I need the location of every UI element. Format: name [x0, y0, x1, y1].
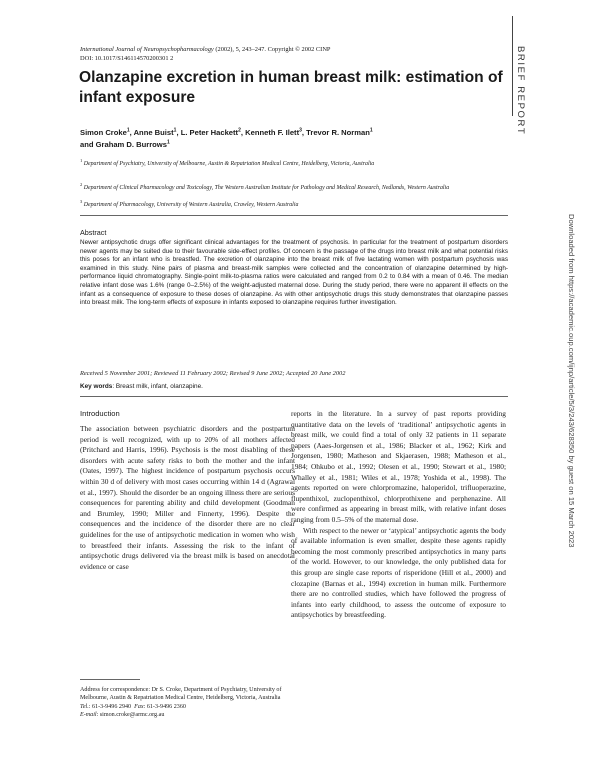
- introduction-heading: Introduction: [80, 409, 120, 418]
- keywords-list: : Breast milk, infant, olanzapine.: [112, 383, 203, 390]
- journal-name: International Journal of Neuropsychopharmacology: [80, 46, 214, 53]
- download-notice: Downloaded from https://academic.oup.com/ijnp/article/5/3/243/628350 by guest on 15 March 2023: [567, 214, 576, 548]
- fax-number: : 61-3-9496 2360: [143, 703, 186, 710]
- intro-paragraph-2: reports in the literature. In a survey of past reports providing quantitative data on the levels of ‘traditional’ antipsychotic agents in breast milk, we could find a total of only 32 patients in 11 separate papers (Aaes-Jorgensen et al., 1986; Blacker et al., 1962; Kirk and Jorgensen, 1980; Matheson and Skjaerasen, 1988; Matheson et al., 1984; Ohkubo et al., 1992; Olesen et al., 1990; Stewart et al., 1980; Whalley et al., 1981; Wiles et al., 1978; Yoshida et al., 1998). The agents reported on were chlorpromazine, haloperidol, trifluoperazine, flupenthixol, zuclopenthixol, chlorprothixene and perphenazine. All were confirmed as appearing in breast milk, with relative infant doses ranging from 0.5–5% of the maternal dose.: [291, 409, 506, 524]
- affiliation-2: [80, 181, 500, 192]
- author-affiliation-mark: 3: [299, 127, 302, 133]
- author: [134, 128, 181, 137]
- author-affiliation-mark: 2: [238, 127, 241, 133]
- tel-number: : 61-3-9496 2940: [88, 703, 132, 710]
- fax-label: Fax: [134, 703, 144, 710]
- author: [80, 128, 134, 137]
- correspondence-address: Address for correspondence: Dr S. Croke, Department of Psychiatry, University of Melbourne, Austin & Repatriation Medical Centre, Heidelberg, Victoria, Australia: [80, 687, 282, 702]
- affiliation-number: 2: [80, 182, 83, 187]
- author-name: L. Peter Hackett: [180, 127, 239, 137]
- author-separator: ,: [240, 127, 246, 137]
- divider: [80, 396, 508, 397]
- affiliation-text: Department of Psychiatry, University of Melbourne, Austin & Repatriation Medical Centre, Heidelberg, Victoria, Australia: [83, 160, 375, 167]
- keywords-label: Key words: [80, 383, 113, 390]
- received-dates: Received 5 November 2001; Reviewed 11 February 2002; Revised 9 June 2002; Accepted 20 June 2002: [80, 370, 346, 377]
- journal-citation: [80, 46, 330, 54]
- author-affiliation-mark: 1: [126, 127, 130, 133]
- author-name: Simon Croke: [80, 127, 127, 137]
- affiliation-text: Department of Clinical Pharmacology and Toxicology, The Western Australian Institute for Pathology and Medical Research, Nedlands, Western Australia: [83, 184, 450, 191]
- affiliation-number: 3: [80, 199, 83, 204]
- author-name: Kenneth F. Ilett: [245, 127, 300, 137]
- correspondence-phone: [80, 703, 295, 711]
- keywords: [80, 383, 508, 390]
- author: [306, 128, 373, 137]
- article-title: Olanzapine excretion in human breast milk: estimation of infant exposure: [79, 69, 503, 106]
- author: [80, 140, 170, 149]
- body-column-right: [291, 409, 506, 621]
- author-name: Trevor R. Norman: [306, 127, 370, 137]
- author: [245, 128, 306, 137]
- intro-paragraph-3: With respect to the newer or ‘atypical’ antipsychotic agents the body of available information is even smaller, despite these agents rapidly becoming the most commonly prescribed antipsychotics in many parts of the world. However, to our knowledge, the only published data for this group are single case reports of risperidone (Hill et al., 2000) and clozapine (Barnas et al., 1994) excretion in human milk. Furthermore there are no controlled studies, which have followed the progress of infants into early childhood, to assess the outcome of exposure to antipsychotics by breastfeeding.: [291, 525, 506, 620]
- tel-label: Tel.: [80, 703, 89, 710]
- citation-details: (2002), 5, 243–247. Copyright © 2002 CINP: [215, 46, 331, 53]
- affiliation-text: Department of Pharmacology, University of Western Australia, Crawley, Western Australia: [83, 201, 299, 208]
- correspondence-footnote: [80, 686, 295, 719]
- author-separator: ,: [176, 127, 181, 137]
- author-name: and Graham D. Burrows: [80, 140, 167, 150]
- author-separator: ,: [129, 127, 134, 137]
- intro-paragraph-1: The association between psychiatric disorders and the postpartum period is well recognized, with up to 20% of all mothers affected (Pritchard and Harris, 1996). Psychosis is the most disabling of these disorders with acute safety risks to both the mother and the infant (Oates, 1997). The highest incidence of postpartum psychosis occurs within 30 d of delivery with most cases occurring within 14 d (Agrawal et al., 1997). Should the disorder be an ongoing illness there are serious consequences for parenting ability and child development (Goodman and Brumley, 1990; Miller and Finnerty, 1996). Despite the consequences and the incidence of the disorder there are no clear guidelines for the use of antipsychotic medication in women who wish to breastfeed their infants. Assessing the risk to the infant of antipsychotic drugs delivered via the breast milk is based on anecdotal evidence or case: [80, 424, 295, 571]
- section-label: BRIEF REPORT: [515, 46, 526, 136]
- affiliation-number: 1: [80, 158, 83, 163]
- correspondence-email: [80, 711, 295, 719]
- author-affiliation-mark: 1: [173, 127, 177, 133]
- footnote-rule: [80, 679, 140, 680]
- divider: [80, 215, 508, 216]
- affiliation-3: [80, 198, 500, 209]
- author: [181, 128, 245, 137]
- email-label: E-mail: [80, 711, 97, 718]
- doi: DOI: 10.1017/S146114570200301 2: [80, 55, 174, 62]
- body-column-left: [80, 424, 295, 572]
- author-separator: ,: [301, 127, 307, 137]
- abstract-text: Newer antipsychotic drugs offer significant clinical advantages for the treatment of psychosis. In particular for the treatment of postpartum disorders newer agents may be suited due to their favourable side-effect profiles. Of concern is the passage of the drugs into breast milk and what potential risks this poses for an infant who is breastfed. The excretion of olanzapine into the breast milk of five lactating women with postpartum psychosis was examined in this study. Nine pairs of plasma and breast-milk samples were collected and the concentration of olanzapine determined by high-performance liquid chromatography. Single-point milk-to-plasma ratios were calculated and ranged from 0.2 to 0.84 with a mean of 0.46. The median relative infant dose was 1.6% (range 0–2.5%) of the weight-adjusted maternal dose. During the study period, there were no apparent ill effects on the infant as a consequence of exposure to these doses of olanzapine. As with other antipsychotic drugs this study demonstrates that olanzapine passes into breast milk. The long-term effects of exposure in infants exposed to olanzapine requires further investigation.: [80, 239, 508, 307]
- author-affiliation-mark: 1: [166, 139, 170, 146]
- abstract-heading: Abstract: [80, 228, 107, 237]
- author-name: Anne Buist: [133, 127, 174, 137]
- email-address: : simon.croke@armc.org.au: [96, 711, 165, 718]
- author-list: [80, 125, 500, 150]
- affiliation-1: [80, 157, 500, 168]
- author-affiliation-mark: 1: [369, 127, 373, 133]
